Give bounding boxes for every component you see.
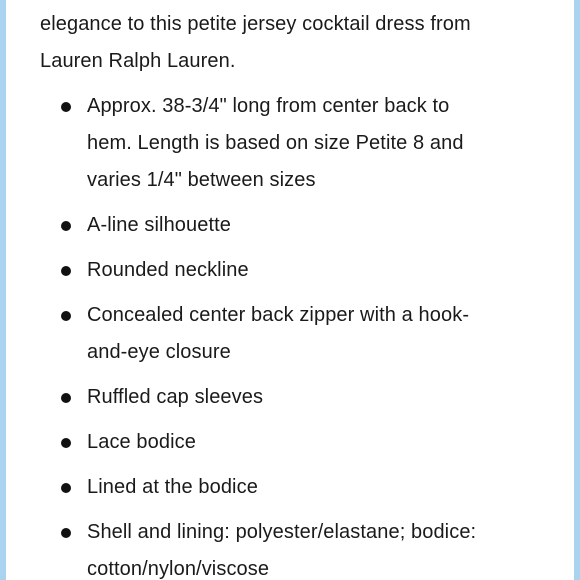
list-item-line: A-line silhouette	[87, 214, 232, 236]
description-content	[40, 6, 540, 580]
bullet-icon	[61, 311, 71, 321]
list-item-line: Lined at the bodice	[87, 476, 258, 498]
panel-border-right	[574, 0, 580, 580]
feature-list	[40, 88, 540, 580]
panel-border-left	[0, 0, 6, 580]
intro-paragraph	[40, 6, 540, 80]
list-item-line: Approx. 38-3/4" long from center back to	[87, 95, 450, 117]
list-item-line: Shell and lining: polyester/elastane; bodice:	[87, 521, 477, 543]
list-item-line: Rounded neckline	[87, 259, 249, 281]
intro-line-1: elegance to this petite jersey cocktail dress from	[40, 13, 471, 35]
list-item-line: Ruffled cap sleeves	[87, 386, 264, 408]
bullet-icon	[61, 266, 71, 276]
list-item-line: Lace bodice	[87, 431, 196, 453]
list-item-line: varies 1/4" between sizes	[87, 169, 316, 191]
bullet-icon	[61, 438, 71, 448]
intro-line-2: Lauren Ralph Lauren.	[40, 50, 236, 72]
list-item-line: hem. Length is based on size Petite 8 and	[87, 132, 464, 154]
bullet-icon	[61, 102, 71, 112]
list-item	[40, 379, 540, 416]
bullet-icon	[61, 483, 71, 493]
bullet-icon	[61, 393, 71, 403]
list-item	[40, 514, 540, 580]
list-item-line: cotton/nylon/viscose	[87, 558, 270, 580]
bullet-icon	[61, 528, 71, 538]
list-item	[40, 424, 540, 461]
list-item	[40, 207, 540, 244]
list-item	[40, 252, 540, 289]
list-item-line: Concealed center back zipper with a hook-	[87, 304, 470, 326]
list-item-line: and-eye closure	[87, 341, 231, 363]
list-item	[40, 469, 540, 506]
bullet-icon	[61, 221, 71, 231]
list-item	[40, 297, 540, 371]
list-item	[40, 88, 540, 199]
